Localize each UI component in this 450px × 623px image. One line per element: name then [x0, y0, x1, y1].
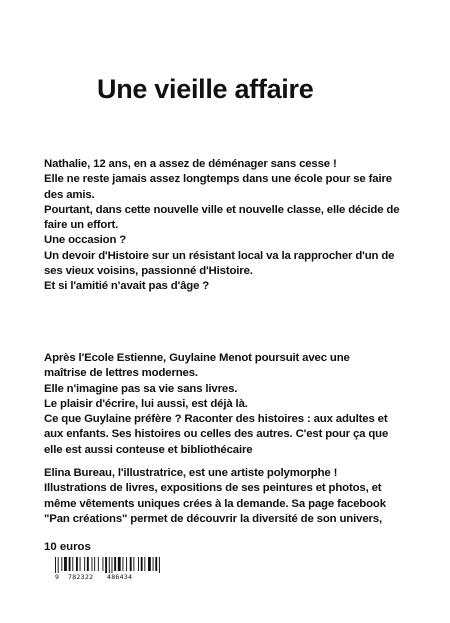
barcode-bar — [105, 557, 107, 573]
author-bio-line: Après l'Ecole Estienne, Guylaine Menot poursuit avec une — [44, 352, 350, 364]
barcode-lead-digit: 9 — [55, 573, 60, 581]
illustrator-bio-line: "Pan créations" permet de découvrir la diversité de son univers, — [44, 512, 382, 525]
barcode-bar — [153, 557, 154, 571]
barcode-bar — [133, 557, 134, 571]
barcode-bar — [141, 557, 143, 571]
barcode-left-digits: 782322 — [68, 573, 94, 581]
barcode-bar — [64, 557, 67, 571]
barcode-bar — [109, 557, 110, 573]
barcode-bar — [155, 557, 157, 571]
barcode-bar — [94, 557, 95, 571]
barcode-bar — [61, 557, 62, 571]
synopsis-line: faire un effort. — [44, 219, 119, 232]
barcode-bar — [92, 557, 93, 571]
barcode-bars — [52, 557, 160, 573]
author-bio-line: elle est aussi conteuse et bibliothécaire — [44, 443, 253, 456]
synopsis-line: Et si l'amitié n'avait pas d'âge ? — [44, 280, 210, 293]
barcode-right-digits: 486434 — [107, 573, 133, 581]
author-bio-line: Elle n'imagine pas sa vie sans livres. — [44, 382, 238, 395]
barcode-bar — [87, 557, 89, 571]
author-bio-paragraph — [44, 351, 388, 458]
barcode-bar — [80, 557, 81, 571]
barcode-bar — [130, 557, 132, 571]
barcode-bar — [148, 557, 151, 571]
illustrator-bio-paragraph — [44, 466, 386, 527]
barcode-bar — [84, 557, 85, 571]
price-label: 10 euros — [44, 541, 91, 553]
barcode-bar — [102, 557, 103, 571]
synopsis-line: Pourtant, dans cette nouvelle ville et nouvelle classe, elle décide de — [44, 203, 400, 216]
synopsis-line: Une occasion ? — [44, 234, 127, 247]
barcode-bar — [58, 557, 59, 573]
barcode-bar — [126, 557, 127, 571]
author-bio-line: Le plaisir d'écrire, lui aussi, est déjà là. — [44, 397, 248, 410]
barcode-bar — [112, 557, 113, 573]
synopsis-paragraph — [44, 157, 399, 295]
synopsis-line: Nathalie, 12 ans, en a assez de déménager sans cesse ! — [44, 158, 337, 170]
barcode-bar — [69, 557, 71, 571]
synopsis-line: Un devoir d'Histoire sur un résistant local va la rapprocher d'un de — [44, 249, 395, 262]
barcode-bar — [159, 557, 160, 573]
book-title: Une vieille affaire — [97, 74, 314, 104]
synopsis-line: ses vieux voisins, passionné d'Histoire. — [44, 265, 253, 278]
barcode-bar — [122, 557, 123, 571]
illustrator-bio-line: Elina Bureau, l'illustratrice, est une artiste polymorphe ! — [44, 467, 338, 479]
barcode-bar — [118, 557, 121, 571]
barcode-bar — [138, 557, 139, 571]
synopsis-line: des amis. — [44, 188, 95, 201]
barcode-bar — [98, 557, 99, 571]
barcode-bar — [55, 557, 56, 573]
illustrator-bio-line: Illustrations de livres, expositions de ses peintures et photos, et — [44, 482, 382, 495]
barcode-bar — [144, 557, 145, 571]
synopsis-line: Elle ne reste jamais assez longtemps dans une école pour se faire — [44, 173, 392, 186]
author-bio-line: maîtrise de lettres modernes. — [44, 367, 198, 380]
barcode-bar — [76, 557, 78, 571]
illustrator-bio-line: même vêtements uniques crées à la demande. Sa page facebook — [44, 497, 386, 510]
author-bio-line: aux enfants. Ses histoires ou celles des autres. C'est pour ça que — [44, 428, 389, 441]
barcode-bar — [72, 557, 73, 571]
isbn-barcode — [52, 557, 160, 587]
author-bio-line: Ce que Guylaine préfère ? Raconter des histoires : aux adultes et — [44, 413, 388, 426]
barcode-bar — [114, 557, 116, 571]
